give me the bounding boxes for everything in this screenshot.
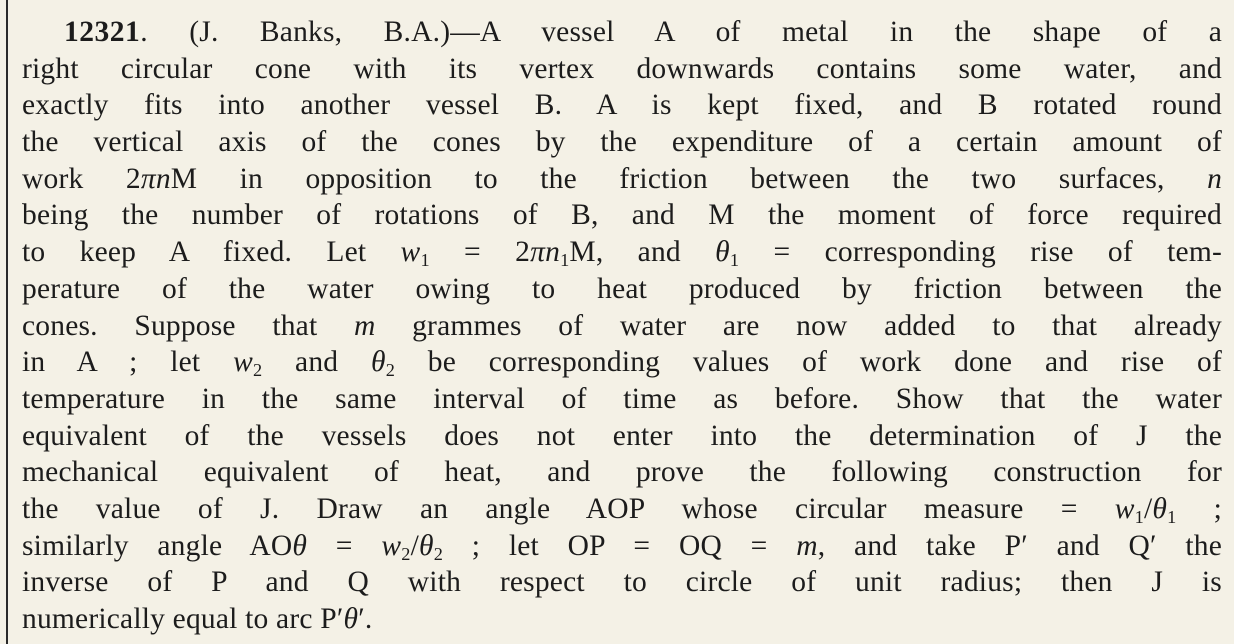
problem-text xyxy=(22,14,1222,638)
text-line-15: similarly angle $AO\theta = w_2/\theta_2$ ; let OP = OQ = m, and take P′ and Q′ the xyxy=(22,529,1222,564)
problem-number: 12321 xyxy=(64,16,141,48)
text-line-7: to keep A fixed. Let $w_1 = 2\pi n_1M$, and $\theta_1$ = corresponding rise of tem- xyxy=(22,236,1222,271)
text-line-1 xyxy=(22,14,1222,51)
text-line-2: right circular cone with its vertex downwards contains some water, and xyxy=(22,52,1222,85)
text-line-13: mechanical equivalent of heat, and prove the following construction for xyxy=(22,456,1222,489)
text-line-12: equivalent of the vessels does not enter into the determination of J the xyxy=(22,419,1222,452)
text-line-16: inverse of P and Q with respect to circle of unit radius; then J is xyxy=(22,566,1222,599)
text-line-8: perature of the water owing to heat produced by friction between the xyxy=(22,272,1222,305)
text-line-5: work 2πnM in opposition to the friction between the two surfaces, n xyxy=(22,162,1223,195)
text-line-10: in A ; let $w_2$ and $\theta_2$ be corresponding values of work done and rise of xyxy=(22,346,1222,381)
text-line-11: temperature in the same interval of time as before. Show that the water xyxy=(22,382,1222,415)
text-line-14: the value of J. Draw an angle AOP whose circular measure = $w_1/\theta_1$ ; xyxy=(22,492,1222,528)
text-line-6: being the number of rotations of B, and M the moment of force required xyxy=(22,199,1222,232)
text-line-17: numerically equal to arc P′θ′. xyxy=(22,603,373,635)
text-line-9: cones. Suppose that m grammes of water are now added to that already xyxy=(22,309,1222,342)
text-line-3: exactly fits into another vessel B. A is kept fixed, and B rotated round xyxy=(22,89,1222,122)
line-lead: . (J. Banks, B.A.)—A vessel A of metal in the shape of a xyxy=(140,16,1222,48)
text-line-4: the vertical axis of the cones by the expenditure of a certain amount of xyxy=(22,126,1222,159)
left-margin-rule xyxy=(6,0,8,644)
